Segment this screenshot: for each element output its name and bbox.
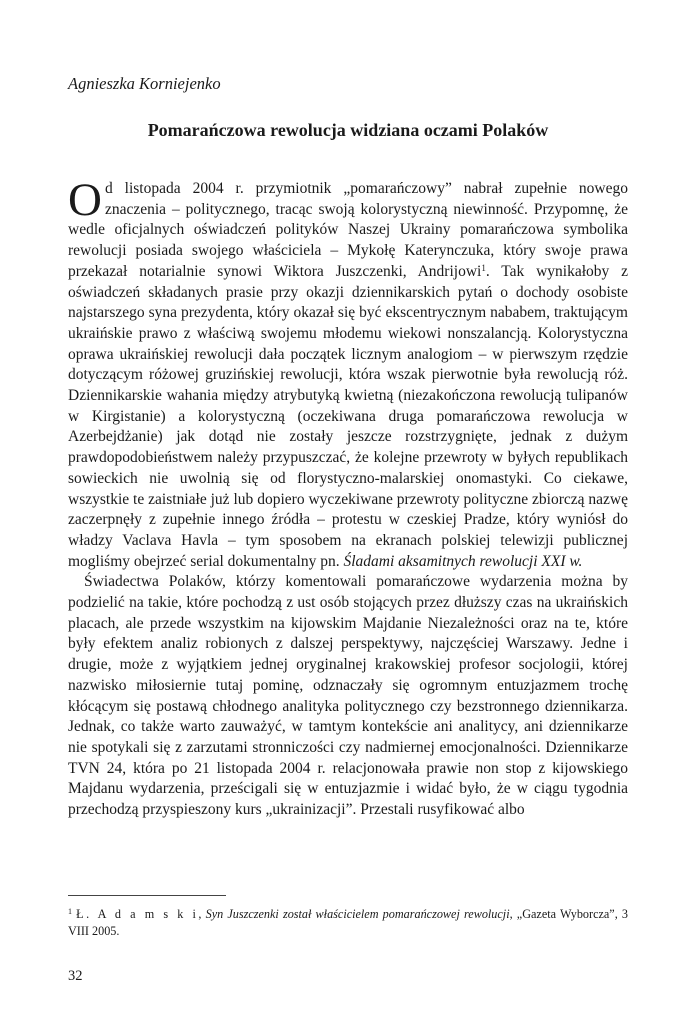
footnote-divider <box>68 895 226 896</box>
footnote-separator: , <box>198 907 206 921</box>
footnote-source: , „Gazeta Wyborcza”, 3 VIII 2005. <box>68 907 629 938</box>
drop-cap: O <box>68 174 102 226</box>
documentary-title: Śladami aksamitnych rewolucji XXI w. <box>343 552 583 570</box>
footnote-author: Ł. A d a m s k i <box>76 907 199 921</box>
article-body <box>68 174 628 821</box>
page <box>68 0 628 1024</box>
paragraph-2: Świadectwa Polaków, którzy komentowali pomarańczowe wydarzenia można by podzielić na takie, które pochodzą z ust osób stojących przez dłuższy czas na ukraińskich placach, ale przede wszystkim na kijowskim Majdanie Niezależności oraz na te, które były efektem analiz robionych z dalszej perspektywy, najczęściej Warszawy. Jedne i drugie, może z wyjątkiem jednej oryginalnej krakowskiej profesor socjologii, której nazwisko miłosiernie tutaj pominę, odznaczały się ogromnym entuzjazmem trochę kłócącym się postawą chłodnego analityka politycznego czy bezstronnego dziennikarza. Jednak, co także warto zauważyć, w tamtym kontekście ani analitycy, ani dziennikarze nie spotykali się z zarzutami stronniczości czy nadmiernej emocjonalności. Dziennikarze TVN 24, która po 21 listopada 2004 r. relacjonowała prawie non stop z kijowskiego Majdanu wydarzenia, prześcigali się w entuzjazmie i widać było, że w ciągu tygodnia przechodzą przyspieszony kurs „ukrainizacji”. Przestali rusyfikować albo <box>68 573 628 819</box>
paragraph-1-text-a: d listopada 2004 r. przymiotnik „pomarańczowy” nabrał zupełnie nowego znaczenia – politycznego, tracąc swoją kolorystyczną niewinność. Przypomnę, że wedle oficjalnych oświadczeń polityków Naszej Ukrainy pomarańczowa symbolika rewolucji posiada swojego właściciela – Mykołę Katerynczuka, który swoje prawa przekazał notarialnie synowi Wiktora Juszczenki, Andrijowi <box>68 180 628 280</box>
article-title: Pomarańczowa rewolucja widziana oczami Polaków <box>147 120 549 140</box>
author-name: Agnieszka Korniejenko <box>68 74 221 93</box>
paragraph-1-text-b: . Tak wynikałoby z oświadczeń składanych prasie przy okazji dziennikarskich pytań o dochody osobiste najstarszego syna prezydenta, który okazał się być ekscentrycznym nababem, traktującym ukraińskie prawo z właściwą swojemu młodemu wiekowi nonszalancją. Kolorystyczna oprawa ukraińskiej rewolucji dała początek licznym analogiom – w pierwszym rzędzie dotyczącym różowej gruzińskiej rewolucji, która wszak pierwotnie była rewolucją róż. Dziennikarskie wahania między atrybutyką kwietną (niezakończona rewolucją tulipanów w Kirgistanie) a kolorystyczną (oczekiwana druga pomarańczowa rewolucja w Azerbejdżanie) jak dotąd nie zostały jeszcze rozstrzygnięte, jednak z dużym prawdopodobieństwem należy przypuszczać, że kolejne przewroty w byłych republikach sowieckich nie uwolnią się od florystyczno-malarskiej onomastyki. Co ciekawe, wszystkie te zaistniałe już lub dopiero wyczekiwane przewroty polityczne zbiorczą nazwę zaczerpnęły z zupełnie innego źródła – protestu w czeskiej Pradze, który wyniósł do władzy Vaclava Havla – tym sposobem na ekranach polskiej telewizji publicznej mogliśmy obejrzeć serial dokumentalny pn. <box>68 262 628 570</box>
footnote-work-title: Syn Juszczenki został właścicielem pomarańczowej rewolucji <box>205 907 510 921</box>
paragraph-1 <box>68 174 628 572</box>
footnote-1 <box>68 906 628 939</box>
footnote-reference[interactable]: 1 <box>481 262 486 273</box>
page-number: 32 <box>68 968 83 984</box>
footnote-number: 1 <box>68 907 72 916</box>
